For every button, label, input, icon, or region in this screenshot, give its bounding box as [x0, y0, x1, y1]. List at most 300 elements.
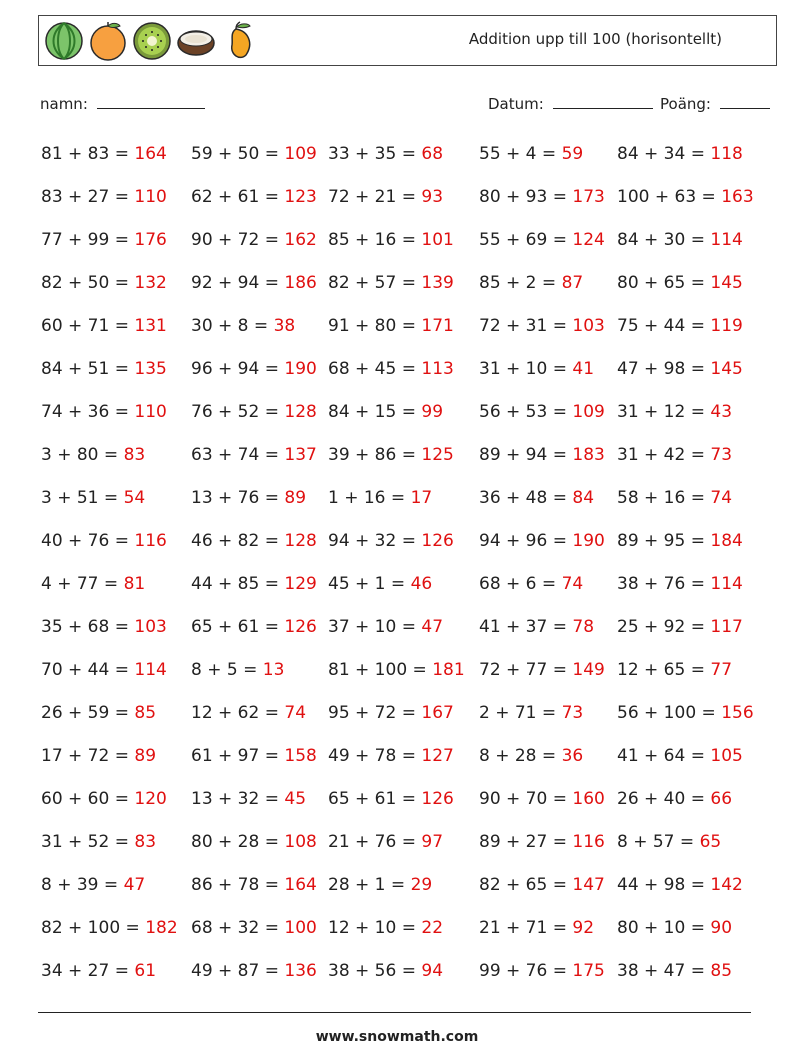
score-label: Poäng: [660, 95, 711, 113]
problem-equation: 95 + 72 = [328, 703, 416, 723]
problem-item [191, 316, 295, 336]
problem-equation: 55 + 4 = [479, 144, 557, 164]
footer-divider [38, 1012, 751, 1013]
problem-answer: 105 [710, 746, 743, 766]
problem-item [479, 488, 594, 508]
problem-item [479, 832, 605, 852]
problem-item [617, 402, 732, 422]
problem-equation: 72 + 31 = [479, 316, 567, 336]
problem-equation: 63 + 74 = [191, 445, 279, 465]
problem-answer: 175 [572, 961, 605, 981]
problem-equation: 31 + 52 = [41, 832, 129, 852]
problem-equation: 89 + 95 = [617, 531, 705, 551]
problem-answer: 137 [284, 445, 317, 465]
problem-equation: 13 + 76 = [191, 488, 279, 508]
problem-answer: 47 [421, 617, 444, 637]
problem-answer: 131 [134, 316, 167, 336]
problem-item [328, 402, 443, 422]
problem-equation: 25 + 92 = [617, 617, 705, 637]
problem-answer: 90 [710, 918, 733, 938]
problem-item [191, 531, 317, 551]
problem-answer: 85 [134, 703, 157, 723]
problem-equation: 1 + 16 = [328, 488, 406, 508]
problem-answer: 103 [572, 316, 605, 336]
problem-answer: 149 [572, 660, 605, 680]
problem-equation: 94 + 96 = [479, 531, 567, 551]
problem-equation: 84 + 34 = [617, 144, 705, 164]
problem-item [617, 660, 732, 680]
problem-equation: 56 + 100 = [617, 703, 716, 723]
problem-equation: 8 + 57 = [617, 832, 695, 852]
problem-equation: 12 + 10 = [328, 918, 416, 938]
problem-equation: 35 + 68 = [41, 617, 129, 637]
problem-answer: 43 [710, 402, 733, 422]
problem-equation: 89 + 27 = [479, 832, 567, 852]
problem-item [191, 832, 317, 852]
problem-answer: 61 [134, 961, 157, 981]
footer-url: www.snowmath.com [315, 1029, 479, 1045]
problem-item [328, 875, 432, 895]
problem-item [41, 961, 156, 981]
problem-equation: 21 + 76 = [328, 832, 416, 852]
problem-item [191, 445, 317, 465]
problem-equation: 34 + 27 = [41, 961, 129, 981]
problem-equation: 3 + 80 = [41, 445, 119, 465]
problem-equation: 3 + 51 = [41, 488, 119, 508]
orange-icon [88, 21, 128, 61]
problem-item [191, 359, 317, 379]
problem-equation: 31 + 12 = [617, 402, 705, 422]
problem-equation: 30 + 8 = [191, 316, 269, 336]
problem-answer: 118 [710, 144, 743, 164]
problem-answer: 190 [284, 359, 317, 379]
problem-equation: 21 + 71 = [479, 918, 567, 938]
problem-item [479, 445, 605, 465]
problem-item [328, 445, 454, 465]
score-field [660, 94, 770, 113]
problem-equation: 36 + 48 = [479, 488, 567, 508]
problem-answer: 114 [710, 230, 743, 250]
problem-answer: 77 [710, 660, 733, 680]
problem-item [617, 617, 743, 637]
problem-item [41, 402, 167, 422]
problem-answer: 135 [134, 359, 167, 379]
name-blank[interactable] [97, 94, 205, 109]
problem-item [328, 617, 443, 637]
problem-answer: 176 [134, 230, 167, 250]
mango-icon [220, 21, 260, 61]
problem-answer: 132 [134, 273, 167, 293]
problem-answer: 110 [134, 402, 167, 422]
problem-equation: 89 + 94 = [479, 445, 567, 465]
problem-answer: 127 [421, 746, 454, 766]
problem-answer: 116 [134, 531, 167, 551]
problem-answer: 125 [421, 445, 454, 465]
problem-answer: 81 [123, 574, 146, 594]
problem-item [617, 531, 743, 551]
problem-answer: 78 [572, 617, 595, 637]
fruit-icons [44, 21, 260, 61]
problem-item [479, 402, 605, 422]
problem-answer: 182 [145, 918, 178, 938]
problem-equation: 8 + 28 = [479, 746, 557, 766]
problem-equation: 45 + 1 = [328, 574, 406, 594]
name-field [40, 94, 205, 113]
problem-equation: 38 + 76 = [617, 574, 705, 594]
problem-equation: 86 + 78 = [191, 875, 279, 895]
problem-item [479, 359, 594, 379]
problem-answer: 126 [421, 531, 454, 551]
problem-item [479, 316, 605, 336]
problem-equation: 94 + 32 = [328, 531, 416, 551]
problem-item [479, 144, 583, 164]
problem-item [191, 144, 317, 164]
problem-answer: 97 [421, 832, 444, 852]
problem-answer: 128 [284, 402, 317, 422]
problem-equation: 68 + 45 = [328, 359, 416, 379]
problem-item [479, 918, 594, 938]
problem-answer: 74 [561, 574, 584, 594]
problem-item [41, 187, 167, 207]
problem-answer: 89 [134, 746, 157, 766]
problem-item [191, 789, 306, 809]
problem-answer: 109 [572, 402, 605, 422]
problem-item [41, 574, 145, 594]
problem-equation: 84 + 51 = [41, 359, 129, 379]
problem-equation: 44 + 85 = [191, 574, 279, 594]
problem-equation: 39 + 86 = [328, 445, 416, 465]
date-label: Datum: [488, 95, 544, 113]
problem-equation: 56 + 53 = [479, 402, 567, 422]
problem-item [328, 316, 454, 336]
problem-item [191, 574, 317, 594]
problem-answer: 36 [561, 746, 584, 766]
problem-item [617, 918, 732, 938]
problem-item [479, 789, 605, 809]
problem-item [479, 531, 605, 551]
problem-item [191, 187, 317, 207]
problem-answer: 183 [572, 445, 605, 465]
problem-equation: 80 + 10 = [617, 918, 705, 938]
problem-answer: 163 [721, 187, 754, 207]
problem-answer: 54 [123, 488, 146, 508]
problem-answer: 22 [421, 918, 444, 938]
problem-answer: 119 [710, 316, 743, 336]
score-blank[interactable] [720, 94, 770, 109]
problem-equation: 90 + 70 = [479, 789, 567, 809]
problem-answer: 100 [284, 918, 317, 938]
problem-answer: 184 [710, 531, 743, 551]
problem-answer: 113 [421, 359, 454, 379]
problem-equation: 55 + 69 = [479, 230, 567, 250]
problem-item [617, 359, 743, 379]
problem-item [191, 230, 317, 250]
problem-answer: 156 [721, 703, 754, 723]
problem-equation: 60 + 60 = [41, 789, 129, 809]
problem-item [41, 273, 167, 293]
problem-equation: 82 + 100 = [41, 918, 140, 938]
problem-item [617, 746, 743, 766]
problem-answer: 160 [572, 789, 605, 809]
problem-equation: 65 + 61 = [191, 617, 279, 637]
problem-equation: 70 + 44 = [41, 660, 129, 680]
problem-item [617, 875, 743, 895]
problem-equation: 47 + 98 = [617, 359, 705, 379]
problem-equation: 81 + 83 = [41, 144, 129, 164]
problem-item [191, 746, 317, 766]
problem-answer: 173 [572, 187, 605, 207]
problem-equation: 17 + 72 = [41, 746, 129, 766]
problem-equation: 26 + 40 = [617, 789, 705, 809]
problem-item [328, 918, 443, 938]
problem-equation: 37 + 10 = [328, 617, 416, 637]
problem-answer: 167 [421, 703, 454, 723]
problem-equation: 92 + 94 = [191, 273, 279, 293]
problem-item [617, 445, 732, 465]
problem-answer: 38 [273, 316, 296, 336]
problem-equation: 40 + 76 = [41, 531, 129, 551]
problem-equation: 99 + 76 = [479, 961, 567, 981]
problem-equation: 26 + 59 = [41, 703, 129, 723]
problem-item [191, 617, 317, 637]
problem-equation: 82 + 50 = [41, 273, 129, 293]
problem-item [191, 273, 317, 293]
problem-answer: 186 [284, 273, 317, 293]
problem-item [617, 187, 754, 207]
problem-equation: 38 + 56 = [328, 961, 416, 981]
problem-answer: 65 [699, 832, 722, 852]
problem-equation: 12 + 65 = [617, 660, 705, 680]
problem-answer: 110 [134, 187, 167, 207]
problem-item [41, 359, 167, 379]
problem-item [41, 144, 167, 164]
problem-item [328, 187, 443, 207]
problem-item [328, 789, 454, 809]
problem-item [41, 488, 145, 508]
problem-equation: 49 + 78 = [328, 746, 416, 766]
problem-equation: 72 + 21 = [328, 187, 416, 207]
problem-equation: 90 + 72 = [191, 230, 279, 250]
problem-item [41, 660, 167, 680]
problem-answer: 108 [284, 832, 317, 852]
watermelon-icon [44, 21, 84, 61]
problem-item [479, 230, 605, 250]
problem-item [328, 703, 454, 723]
problem-equation: 80 + 93 = [479, 187, 567, 207]
problem-answer: 92 [572, 918, 595, 938]
problem-answer: 142 [710, 875, 743, 895]
problem-item [617, 703, 754, 723]
problem-answer: 89 [284, 488, 307, 508]
problem-item [617, 789, 732, 809]
worksheet-title: Addition upp till 100 (horisontellt) [468, 30, 722, 48]
problem-item [328, 359, 454, 379]
problem-equation: 84 + 30 = [617, 230, 705, 250]
problem-answer: 164 [284, 875, 317, 895]
problem-answer: 109 [284, 144, 317, 164]
problem-item [617, 574, 743, 594]
problem-item [617, 832, 721, 852]
problem-item [191, 660, 284, 680]
problem-answer: 126 [421, 789, 454, 809]
problem-answer: 162 [284, 230, 317, 250]
problem-equation: 31 + 10 = [479, 359, 567, 379]
problem-item [617, 144, 743, 164]
problem-item [617, 961, 732, 981]
problem-answer: 139 [421, 273, 454, 293]
problem-equation: 96 + 94 = [191, 359, 279, 379]
problem-item [328, 832, 443, 852]
problem-answer: 124 [572, 230, 605, 250]
problem-item [479, 617, 594, 637]
problem-equation: 91 + 80 = [328, 316, 416, 336]
problem-equation: 82 + 57 = [328, 273, 416, 293]
problem-item [191, 875, 317, 895]
coconut-icon [176, 21, 216, 61]
problem-answer: 73 [710, 445, 733, 465]
problem-equation: 85 + 2 = [479, 273, 557, 293]
problem-answer: 164 [134, 144, 167, 164]
problem-item [328, 230, 454, 250]
problem-answer: 74 [710, 488, 733, 508]
problem-equation: 2 + 71 = [479, 703, 557, 723]
problem-equation: 80 + 65 = [617, 273, 705, 293]
problem-item [41, 875, 145, 895]
problem-equation: 83 + 27 = [41, 187, 129, 207]
problem-item [617, 488, 732, 508]
problem-answer: 66 [710, 789, 733, 809]
problem-answer: 190 [572, 531, 605, 551]
problem-answer: 68 [421, 144, 444, 164]
problem-item [191, 918, 317, 938]
problem-equation: 76 + 52 = [191, 402, 279, 422]
date-blank[interactable] [553, 94, 653, 109]
problem-answer: 128 [284, 531, 317, 551]
problem-answer: 145 [710, 273, 743, 293]
problem-answer: 45 [284, 789, 307, 809]
problem-item [191, 703, 306, 723]
problem-answer: 117 [710, 617, 743, 637]
problem-item [41, 746, 156, 766]
problem-equation: 60 + 71 = [41, 316, 129, 336]
problem-equation: 13 + 32 = [191, 789, 279, 809]
problem-answer: 126 [284, 617, 317, 637]
problem-equation: 12 + 62 = [191, 703, 279, 723]
problem-equation: 74 + 36 = [41, 402, 129, 422]
problem-equation: 82 + 65 = [479, 875, 567, 895]
problem-equation: 49 + 87 = [191, 961, 279, 981]
problem-answer: 158 [284, 746, 317, 766]
problem-item [479, 746, 583, 766]
problem-answer: 83 [123, 445, 146, 465]
problem-item [479, 875, 605, 895]
problem-equation: 41 + 37 = [479, 617, 567, 637]
problem-equation: 4 + 77 = [41, 574, 119, 594]
problem-answer: 99 [421, 402, 444, 422]
date-field [488, 94, 653, 113]
problem-answer: 129 [284, 574, 317, 594]
problem-equation: 33 + 35 = [328, 144, 416, 164]
name-label: namn: [40, 95, 88, 113]
problem-answer: 101 [421, 230, 454, 250]
problem-item [41, 316, 167, 336]
problem-answer: 171 [421, 316, 454, 336]
problem-answer: 46 [410, 574, 433, 594]
problem-item [328, 660, 465, 680]
problem-answer: 123 [284, 187, 317, 207]
problem-item [617, 316, 743, 336]
problem-item [479, 961, 605, 981]
problem-equation: 8 + 39 = [41, 875, 119, 895]
problem-answer: 74 [284, 703, 307, 723]
problem-answer: 93 [421, 187, 444, 207]
problem-answer: 73 [561, 703, 584, 723]
problem-item [328, 273, 454, 293]
problem-item [328, 746, 454, 766]
problem-item [479, 574, 583, 594]
problem-answer: 47 [123, 875, 146, 895]
problem-equation: 62 + 61 = [191, 187, 279, 207]
problem-equation: 46 + 82 = [191, 531, 279, 551]
problem-item [479, 273, 583, 293]
problem-answer: 147 [572, 875, 605, 895]
problem-item [41, 445, 145, 465]
problem-answer: 85 [710, 961, 733, 981]
problem-equation: 100 + 63 = [617, 187, 716, 207]
problem-answer: 145 [710, 359, 743, 379]
problem-equation: 28 + 1 = [328, 875, 406, 895]
problem-equation: 38 + 47 = [617, 961, 705, 981]
problem-answer: 87 [561, 273, 584, 293]
problem-item [328, 488, 432, 508]
problem-answer: 114 [710, 574, 743, 594]
problem-equation: 41 + 64 = [617, 746, 705, 766]
problem-item [191, 488, 306, 508]
problem-answer: 17 [410, 488, 433, 508]
problem-item [41, 703, 156, 723]
problem-answer: 136 [284, 961, 317, 981]
problem-item [479, 703, 583, 723]
problem-item [328, 961, 443, 981]
problem-item [41, 230, 167, 250]
problem-item [328, 531, 454, 551]
problem-equation: 68 + 32 = [191, 918, 279, 938]
problem-equation: 58 + 16 = [617, 488, 705, 508]
problem-answer: 114 [134, 660, 167, 680]
problem-equation: 81 + 100 = [328, 660, 427, 680]
problem-equation: 72 + 77 = [479, 660, 567, 680]
problem-answer: 181 [432, 660, 465, 680]
problem-item [617, 273, 743, 293]
problem-equation: 84 + 15 = [328, 402, 416, 422]
problem-item [479, 187, 605, 207]
problem-item [41, 832, 156, 852]
kiwi-icon [132, 21, 172, 61]
problem-answer: 41 [572, 359, 595, 379]
worksheet-header [38, 15, 777, 66]
problem-answer: 103 [134, 617, 167, 637]
problem-equation: 65 + 61 = [328, 789, 416, 809]
problem-equation: 75 + 44 = [617, 316, 705, 336]
problem-answer: 94 [421, 961, 444, 981]
problem-item [41, 531, 167, 551]
problem-item [191, 961, 317, 981]
problem-equation: 68 + 6 = [479, 574, 557, 594]
problem-answer: 83 [134, 832, 157, 852]
problem-equation: 77 + 99 = [41, 230, 129, 250]
problem-item [479, 660, 605, 680]
problem-equation: 59 + 50 = [191, 144, 279, 164]
